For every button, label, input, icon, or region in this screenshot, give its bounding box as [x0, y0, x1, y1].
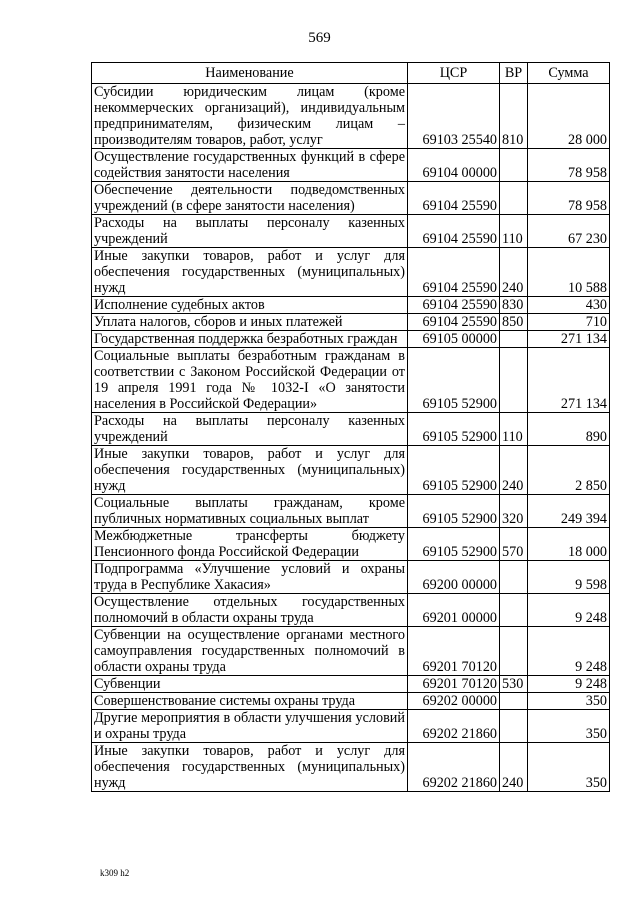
- cell-sum: 9 248: [528, 594, 610, 627]
- cell-sum: 271 134: [528, 331, 610, 348]
- budget-table: [91, 62, 610, 792]
- cell-name: Осуществление отдельных государственных полномочий в области охраны труда: [92, 594, 408, 627]
- cell-name: Иные закупки товаров, работ и услуг для обеспечения государственных (муниципальных) нужд: [92, 743, 408, 792]
- table-row: [92, 710, 610, 743]
- table-row: [92, 348, 610, 413]
- table-row: [92, 84, 610, 149]
- table-row: [92, 331, 610, 348]
- cell-csr: 69103 25540: [408, 84, 500, 149]
- cell-vr: [500, 182, 528, 215]
- cell-name: Расходы на выплаты персоналу казенных учреждений: [92, 215, 408, 248]
- cell-sum: 710: [528, 314, 610, 331]
- cell-sum: 28 000: [528, 84, 610, 149]
- cell-sum: 10 588: [528, 248, 610, 297]
- cell-csr: 69201 70120: [408, 676, 500, 693]
- cell-name: Государственная поддержка безработных граждан: [92, 331, 408, 348]
- cell-vr: [500, 710, 528, 743]
- cell-vr: [500, 348, 528, 413]
- header-csr: ЦСР: [408, 63, 500, 84]
- cell-sum: 2 850: [528, 446, 610, 495]
- table-row: [92, 446, 610, 495]
- cell-csr: 69104 25590: [408, 215, 500, 248]
- table-row: [92, 693, 610, 710]
- footer-code: k309 h2: [100, 868, 130, 878]
- cell-csr: 69105 52900: [408, 413, 500, 446]
- table-header-row: [92, 63, 610, 84]
- table-row: [92, 594, 610, 627]
- cell-name: Подпрограмма «Улучшение условий и охраны труда в Республике Хакасия»: [92, 561, 408, 594]
- cell-vr: 240: [500, 446, 528, 495]
- cell-name: Социальные выплаты безработным гражданам в соответствии с Законом Российской Федерации от 19 апреля 1991 года № 1032-I «О занятости населения в Российской Федерации»: [92, 348, 408, 413]
- cell-csr: 69105 52900: [408, 446, 500, 495]
- cell-vr: 240: [500, 743, 528, 792]
- cell-vr: 570: [500, 528, 528, 561]
- cell-vr: [500, 627, 528, 676]
- cell-sum: 249 394: [528, 495, 610, 528]
- page-number: 569: [308, 30, 331, 46]
- cell-name: Субвенции на осуществление органами местного самоуправления государственных полномочий в области охраны труда: [92, 627, 408, 676]
- cell-name: Иные закупки товаров, работ и услуг для обеспечения государственных (муниципальных) нужд: [92, 446, 408, 495]
- cell-csr: 69105 52900: [408, 495, 500, 528]
- cell-csr: 69105 52900: [408, 348, 500, 413]
- cell-csr: 69202 00000: [408, 693, 500, 710]
- cell-vr: 110: [500, 215, 528, 248]
- cell-name: Расходы на выплаты персоналу казенных учреждений: [92, 413, 408, 446]
- cell-name: Субвенции: [92, 676, 408, 693]
- cell-sum: 78 958: [528, 182, 610, 215]
- cell-csr: 69202 21860: [408, 743, 500, 792]
- cell-csr: 69104 00000: [408, 149, 500, 182]
- cell-name: Другие мероприятия в области улучшения условий и охраны труда: [92, 710, 408, 743]
- cell-name: Исполнение судебных актов: [92, 297, 408, 314]
- cell-vr: 830: [500, 297, 528, 314]
- cell-vr: [500, 561, 528, 594]
- header-sum: Сумма: [528, 63, 610, 84]
- table-row: [92, 743, 610, 792]
- cell-sum: 9 248: [528, 676, 610, 693]
- table-row: [92, 676, 610, 693]
- cell-csr: 69201 70120: [408, 627, 500, 676]
- cell-sum: 9 248: [528, 627, 610, 676]
- cell-vr: 320: [500, 495, 528, 528]
- cell-name: Уплата налогов, сборов и иных платежей: [92, 314, 408, 331]
- cell-name: Обеспечение деятельности подведомственных учреждений (в сфере занятости населения): [92, 182, 408, 215]
- cell-name: Субсидии юридическим лицам (кроме некоммерческих организаций), индивидуальным предпринимателям, физическим лицам – производителям товаров, работ, услуг: [92, 84, 408, 149]
- cell-sum: 78 958: [528, 149, 610, 182]
- table-row: [92, 561, 610, 594]
- cell-name: Иные закупки товаров, работ и услуг для обеспечения государственных (муниципальных) нужд: [92, 248, 408, 297]
- cell-vr: 240: [500, 248, 528, 297]
- table-row: [92, 149, 610, 182]
- table-row: [92, 495, 610, 528]
- cell-vr: [500, 594, 528, 627]
- table-row: [92, 215, 610, 248]
- cell-sum: 350: [528, 743, 610, 792]
- table-row: [92, 314, 610, 331]
- cell-sum: 18 000: [528, 528, 610, 561]
- table-row: [92, 413, 610, 446]
- cell-sum: 350: [528, 710, 610, 743]
- cell-name: Межбюджетные трансферты бюджету Пенсионного фонда Российской Федерации: [92, 528, 408, 561]
- cell-name: Совершенствование системы охраны труда: [92, 693, 408, 710]
- cell-vr: [500, 331, 528, 348]
- table-row: [92, 627, 610, 676]
- cell-sum: 271 134: [528, 348, 610, 413]
- cell-sum: 67 230: [528, 215, 610, 248]
- cell-csr: 69104 25590: [408, 297, 500, 314]
- cell-vr: 110: [500, 413, 528, 446]
- table-body: [92, 84, 610, 792]
- header-vr: ВР: [500, 63, 528, 84]
- header-name: Наименование: [92, 63, 408, 84]
- cell-vr: 530: [500, 676, 528, 693]
- cell-sum: 9 598: [528, 561, 610, 594]
- cell-name: Социальные выплаты гражданам, кроме публичных нормативных социальных выплат: [92, 495, 408, 528]
- cell-vr: 810: [500, 84, 528, 149]
- cell-csr: 69105 00000: [408, 331, 500, 348]
- cell-sum: 430: [528, 297, 610, 314]
- cell-csr: 69104 25590: [408, 314, 500, 331]
- cell-csr: 69104 25590: [408, 248, 500, 297]
- cell-name: Осуществление государственных функций в сфере содействия занятости населения: [92, 149, 408, 182]
- cell-csr: 69105 52900: [408, 528, 500, 561]
- cell-csr: 69104 25590: [408, 182, 500, 215]
- cell-csr: 69200 00000: [408, 561, 500, 594]
- table-row: [92, 182, 610, 215]
- cell-vr: [500, 693, 528, 710]
- table-row: [92, 297, 610, 314]
- cell-sum: 890: [528, 413, 610, 446]
- cell-vr: [500, 149, 528, 182]
- cell-vr: 850: [500, 314, 528, 331]
- cell-sum: 350: [528, 693, 610, 710]
- table-row: [92, 528, 610, 561]
- cell-csr: 69202 21860: [408, 710, 500, 743]
- table-row: [92, 248, 610, 297]
- cell-csr: 69201 00000: [408, 594, 500, 627]
